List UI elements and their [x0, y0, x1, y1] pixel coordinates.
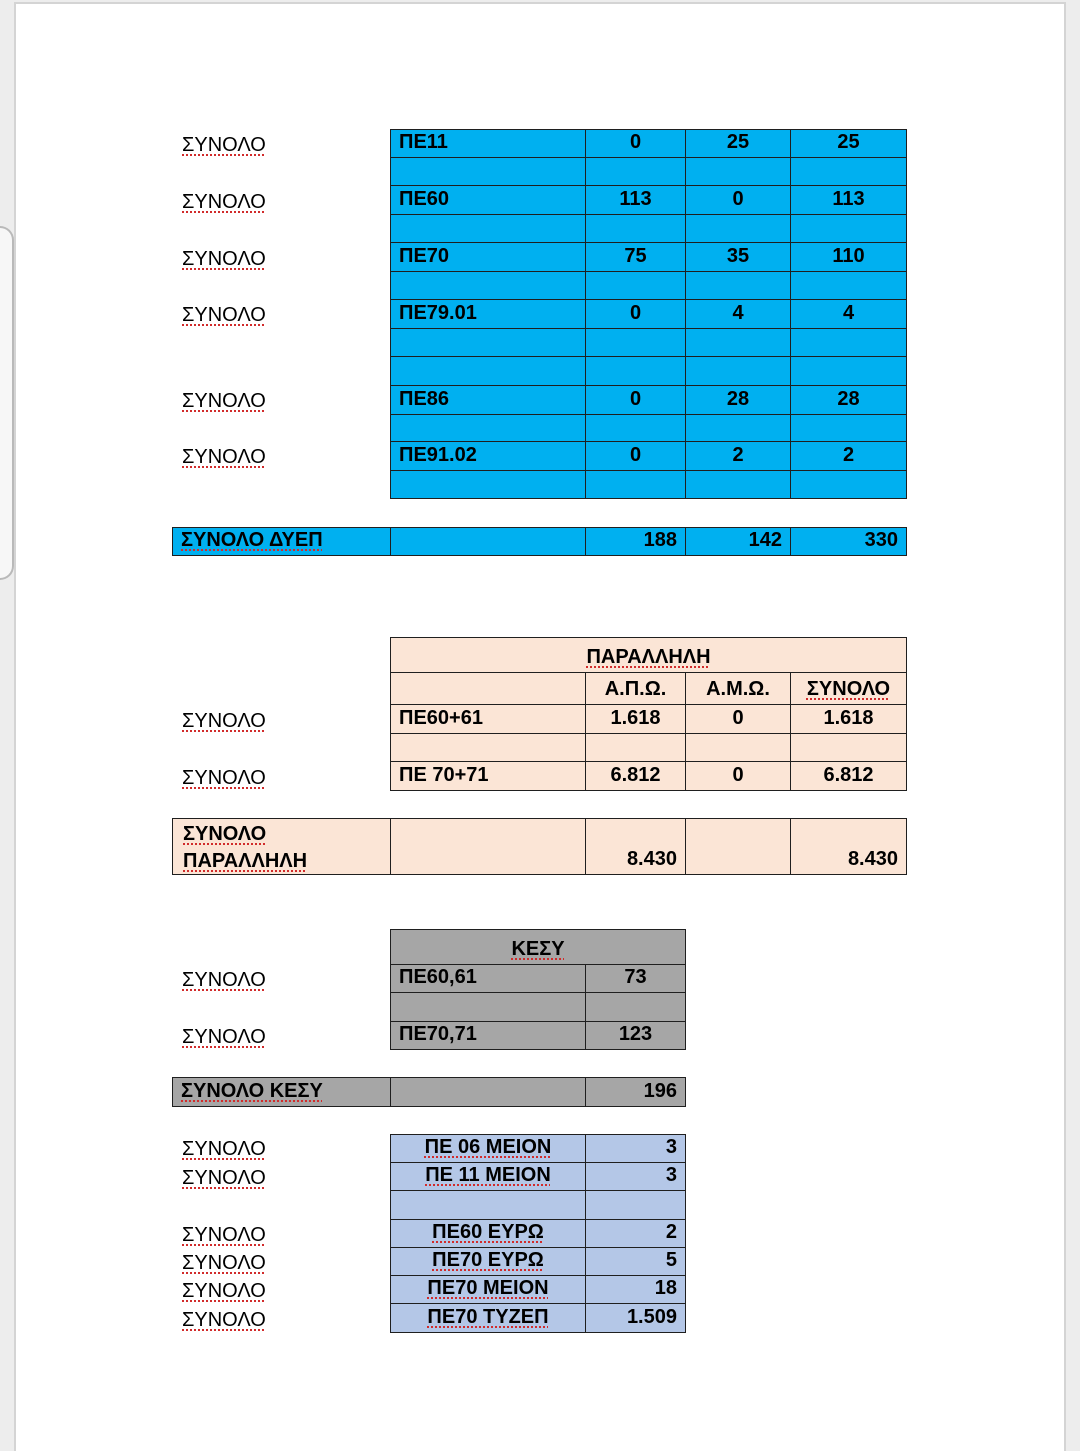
empty-cell[interactable]	[390, 214, 586, 243]
empty-cell[interactable]	[390, 527, 586, 556]
row-label: ΣΥΝΟΛΟ	[182, 304, 266, 326]
row-label: ΣΥΝΟΛΟ	[182, 1280, 266, 1302]
extra-value-cell[interactable]: 3	[585, 1134, 686, 1163]
dyep-value-cell[interactable]: 75	[585, 242, 686, 272]
parallili-header[interactable]: Α.Π.Ω.	[585, 672, 686, 705]
dyep-value-cell[interactable]: 110	[790, 242, 907, 272]
row-label: ΣΥΝΟΛΟ	[182, 446, 266, 468]
extra-code-cell[interactable]: ΠΕ70 ΕΥΡΩ	[390, 1247, 586, 1276]
dyep-value-cell[interactable]: 4	[685, 299, 791, 329]
kesy-total-label[interactable]: ΣΥΝΟΛΟ ΚΕΣΥ	[172, 1077, 391, 1107]
empty-cell[interactable]	[390, 157, 586, 186]
dyep-code-cell[interactable]: ΠΕ91.02	[390, 441, 586, 471]
empty-cell[interactable]	[390, 1190, 586, 1220]
dyep-code-cell[interactable]: ΠΕ60	[390, 185, 586, 215]
empty-cell[interactable]	[390, 818, 586, 875]
kesy-total-value[interactable]: 196	[585, 1077, 686, 1107]
dyep-value-cell[interactable]: 0	[585, 385, 686, 415]
empty-cell[interactable]	[685, 271, 791, 300]
kesy-code-cell[interactable]: ΠΕ60,61	[390, 964, 586, 993]
row-label: ΣΥΝΟΛΟ	[182, 1224, 266, 1246]
parallili-value-cell[interactable]: 6.812	[790, 761, 907, 791]
kesy-code-cell[interactable]: ΠΕ70,71	[390, 1021, 586, 1050]
side-panel-handle[interactable]	[0, 226, 14, 580]
row-label: ΣΥΝΟΛΟ	[182, 134, 266, 156]
dyep-total-value[interactable]: 188	[585, 527, 686, 556]
kesy-title[interactable]: ΚΕΣΥ	[390, 929, 686, 965]
row-label: ΣΥΝΟΛΟ	[182, 1252, 266, 1274]
extra-value-cell[interactable]: 18	[585, 1275, 686, 1304]
empty-cell[interactable]	[585, 1190, 686, 1220]
empty-cell[interactable]	[685, 470, 791, 499]
dyep-value-cell[interactable]: 0	[585, 129, 686, 158]
dyep-total-label[interactable]: ΣΥΝΟΛΟ ΔΥΕΠ	[172, 527, 391, 556]
empty-cell[interactable]	[585, 414, 686, 442]
parallili-total-label[interactable]: ΣΥΝΟΛΟ ΠΑΡΑΛΛΗΛΗ	[172, 818, 391, 875]
extra-value-cell[interactable]: 5	[585, 1247, 686, 1276]
empty-cell[interactable]	[585, 214, 686, 243]
row-label: ΣΥΝΟΛΟ	[182, 1138, 266, 1160]
extra-value-cell[interactable]: 2	[585, 1219, 686, 1248]
empty-cell[interactable]	[390, 470, 586, 499]
empty-cell[interactable]	[790, 470, 907, 499]
dyep-value-cell[interactable]: 113	[585, 185, 686, 215]
dyep-value-cell[interactable]: 25	[685, 129, 791, 158]
row-label: ΣΥΝΟΛΟ	[182, 969, 266, 991]
empty-cell[interactable]	[685, 214, 791, 243]
parallili-value-cell[interactable]: 0	[685, 704, 791, 734]
row-label: ΣΥΝΟΛΟ	[182, 1309, 266, 1331]
parallili-header[interactable]: Α.Μ.Ω.	[685, 672, 791, 705]
empty-cell[interactable]	[390, 328, 586, 357]
empty-cell[interactable]	[790, 157, 907, 186]
row-label: ΣΥΝΟΛΟ	[182, 191, 266, 213]
empty-cell[interactable]	[390, 672, 586, 705]
parallili-value-cell[interactable]: 1.618	[585, 704, 686, 734]
empty-cell[interactable]	[585, 733, 686, 762]
parallili-total-value[interactable]: 8.430	[790, 818, 907, 875]
parallili-value-cell[interactable]: 0	[685, 761, 791, 791]
parallili-total-value[interactable]: 8.430	[585, 818, 686, 875]
row-label: ΣΥΝΟΛΟ	[182, 390, 266, 412]
dyep-value-cell[interactable]: 25	[790, 129, 907, 158]
empty-cell[interactable]	[685, 157, 791, 186]
row-label: ΣΥΝΟΛΟ	[182, 710, 266, 732]
empty-cell[interactable]	[685, 328, 791, 357]
dyep-value-cell[interactable]: 2	[790, 441, 907, 471]
empty-cell[interactable]	[585, 271, 686, 300]
empty-cell[interactable]	[685, 733, 791, 762]
empty-cell[interactable]	[585, 992, 686, 1022]
parallili-value-cell[interactable]: 1.618	[790, 704, 907, 734]
empty-cell[interactable]	[390, 271, 586, 300]
parallili-value-cell[interactable]: 6.812	[585, 761, 686, 791]
empty-cell[interactable]	[585, 356, 686, 386]
parallili-code-cell[interactable]: ΠΕ 70+71	[390, 761, 586, 791]
row-label: ΣΥΝΟΛΟ	[182, 248, 266, 270]
dyep-value-cell[interactable]: 35	[685, 242, 791, 272]
parallili-code-cell[interactable]: ΠΕ60+61	[390, 704, 586, 734]
empty-cell[interactable]	[790, 414, 907, 442]
empty-cell[interactable]	[390, 733, 586, 762]
empty-cell[interactable]	[585, 328, 686, 357]
kesy-value-cell[interactable]: 73	[585, 964, 686, 993]
row-label: ΣΥΝΟΛΟ	[182, 1026, 266, 1048]
dyep-code-cell[interactable]: ΠΕ70	[390, 242, 586, 272]
extra-value-cell[interactable]: 3	[585, 1162, 686, 1191]
dyep-value-cell[interactable]: 0	[585, 441, 686, 471]
dyep-code-cell[interactable]: ΠΕ79.01	[390, 299, 586, 329]
dyep-code-cell[interactable]: ΠΕ11	[390, 129, 586, 158]
row-label: ΣΥΝΟΛΟ	[182, 767, 266, 789]
empty-cell[interactable]	[585, 157, 686, 186]
empty-cell[interactable]	[390, 1077, 586, 1107]
dyep-value-cell[interactable]: 0	[585, 299, 686, 329]
empty-cell[interactable]	[685, 818, 791, 875]
empty-cell[interactable]	[390, 414, 586, 442]
empty-cell[interactable]	[685, 356, 791, 386]
dyep-value-cell[interactable]: 4	[790, 299, 907, 329]
empty-cell[interactable]	[585, 470, 686, 499]
dyep-value-cell[interactable]: 2	[685, 441, 791, 471]
row-label: ΣΥΝΟΛΟ	[182, 1167, 266, 1189]
empty-cell[interactable]	[790, 733, 907, 762]
dyep-code-cell[interactable]: ΠΕ86	[390, 385, 586, 415]
parallili-header[interactable]: ΣΥΝΟΛΟ	[790, 672, 907, 705]
dyep-total-value[interactable]: 142	[685, 527, 791, 556]
dyep-total-value[interactable]: 330	[790, 527, 907, 556]
dyep-value-cell[interactable]: 28	[685, 385, 791, 415]
empty-cell[interactable]	[685, 414, 791, 442]
dyep-value-cell[interactable]: 28	[790, 385, 907, 415]
parallili-title[interactable]: ΠΑΡΑΛΛΗΛΗ	[390, 637, 907, 673]
empty-cell[interactable]	[790, 328, 907, 357]
extra-code-cell[interactable]: ΠΕ60 ΕΥΡΩ	[390, 1219, 586, 1248]
extra-code-cell[interactable]: ΠΕ 06 ΜΕΙΟΝ	[390, 1134, 586, 1163]
extra-value-cell[interactable]: 1.509	[585, 1303, 686, 1333]
empty-cell[interactable]	[390, 992, 586, 1022]
dyep-value-cell[interactable]: 113	[790, 185, 907, 215]
empty-cell[interactable]	[790, 214, 907, 243]
kesy-value-cell[interactable]: 123	[585, 1021, 686, 1050]
empty-cell[interactable]	[790, 356, 907, 386]
extra-code-cell[interactable]: ΠΕ 11 ΜΕΙΟΝ	[390, 1162, 586, 1191]
empty-cell[interactable]	[790, 271, 907, 300]
dyep-value-cell[interactable]: 0	[685, 185, 791, 215]
empty-cell[interactable]	[390, 356, 586, 386]
extra-code-cell[interactable]: ΠΕ70 ΜΕΙΟΝ	[390, 1275, 586, 1304]
extra-code-cell[interactable]: ΠΕ70 ΤΥΖΕΠ	[390, 1303, 586, 1333]
